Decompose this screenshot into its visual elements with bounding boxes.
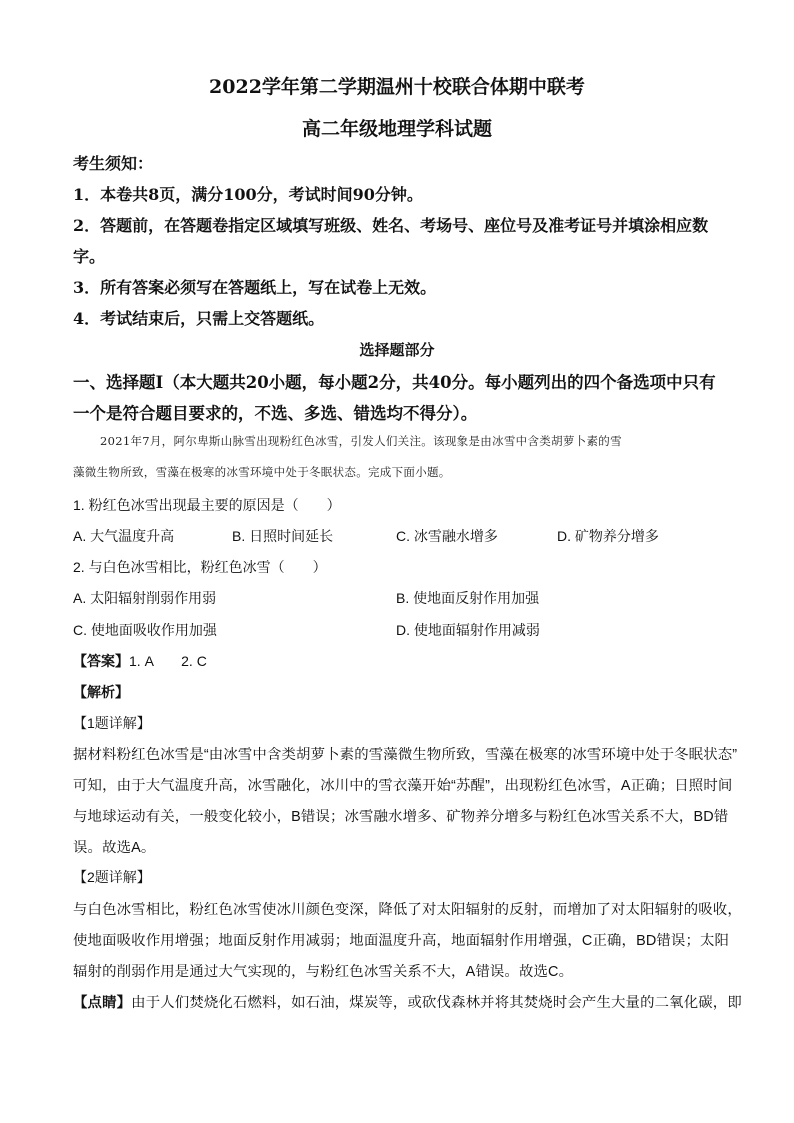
notice-item-2: 2．答题前，在答题卷指定区域填写班级、姓名、考场号、座位号及准考证号并填涂相应数 (73, 216, 709, 235)
question-1-option-b: B. 日照时间延长 (232, 528, 334, 544)
question-1-option-d: D. 矿物养分增多 (557, 528, 659, 544)
answer-label: 【答案】 (73, 653, 129, 669)
question-2-stem: 2. 与白色冰雪相比，粉红色冰雪（ ） (73, 559, 327, 575)
tip-line (73, 991, 742, 1012)
material-line-1: 2021年7月，阿尔卑斯山脉雪出现粉红色冰雪，引发人们关注。该现象是由冰雪中含类胡萝卜素的雪 (100, 434, 622, 448)
question-2-option-c: C. 使地面吸收作用加强 (73, 622, 217, 638)
detail-2-line-2: 使地面吸收作用增强；地面反射作用减弱；地面温度升高，地面辐射作用增强，C正确，BD错误；太阳 (73, 933, 730, 949)
detail-1-line-2: 可知，由于大气温度升高，冰雪融化，冰川中的雪衣藻开始“苏醒”，出现粉红色冰雪，A正确；日照时间 (73, 778, 733, 794)
detail-1-line-1: 据材料粉红色冰雪是“由冰雪中含类胡萝卜素的雪藻微生物所致，雪藻在极寒的冰雪环境中处于冬眠状态” (73, 747, 738, 763)
analysis-label (73, 682, 129, 702)
question-1-option-a: A. 大气温度升高 (73, 528, 175, 544)
detail-1-line-4: 误。故选A。 (73, 840, 156, 856)
answer-text: 1. A 2. C (129, 653, 207, 669)
question-2-option-a: A. 太阳辐射削弱作用弱 (73, 590, 217, 606)
material-line-2: 藻微生物所致，雪藻在极寒的冰雪环境中处于冬眠状态。完成下面小题。 (73, 465, 451, 479)
exam-title: 2022学年第二学期温州十校联合体期中联考 (209, 76, 585, 98)
tip-label: 【点睛】 (73, 995, 132, 1011)
tip-text: 由于人们焚烧化石燃料，如石油，煤炭等，或砍伐森林并将其焚烧时会产生大量的二氧化碳，即 (131, 995, 742, 1011)
exam-subtitle: 高二年级地理学科试题 (301, 118, 492, 140)
question-2-option-b: B. 使地面反射作用加强 (396, 590, 540, 606)
detail-1-label: 【1题详解】 (73, 715, 151, 731)
notice-item-4: 4．考试结束后，只需上交答题纸。 (73, 309, 325, 328)
section-title: 选择题部分 (359, 341, 435, 359)
detail-2-label: 【2题详解】 (73, 869, 151, 885)
notice-item-2-cont: 字。 (73, 247, 106, 266)
question-1-option-c: C. 冰雪融水增多 (396, 528, 498, 544)
answer-line (73, 651, 207, 671)
detail-2-line-3: 辐射的削弱作用是通过大气实现的，与粉红色冰雪关系不大，A错误。故选C。 (73, 964, 574, 980)
question-1-stem: 1. 粉红色冰雪出现最主要的原因是（ ） (73, 497, 341, 513)
part-heading-line-2: 一个是符合题目要求的，不选、多选、错选均不得分）。 (73, 404, 478, 423)
notice-item-1: 1．本卷共8页，满分100分，考试时间90分钟。 (73, 185, 423, 204)
notice-item-3: 3．所有答案必须写在答题纸上，写在试卷上无效。 (73, 278, 437, 297)
detail-2-line-1: 与白色冰雪相比，粉红色冰雪使冰川颜色变深，降低了对太阳辐射的反射，而增加了对太阳辐射的吸收， (73, 902, 742, 918)
part-heading-line-1: 一、选择题Ⅰ（本大题共20小题，每小题2分，共40分。每小题列出的四个备选项中只有 (73, 373, 716, 392)
notice-heading: 考生须知： (73, 154, 154, 173)
question-2-option-d: D. 使地面辐射作用减弱 (396, 622, 540, 638)
detail-1-line-3: 与地球运动有关，一般变化较小，B错误；冰雪融水增多、矿物养分增多与粉红色冰雪关系不大，BD错 (73, 809, 729, 825)
analysis-label-text: 【解析】 (73, 684, 129, 700)
